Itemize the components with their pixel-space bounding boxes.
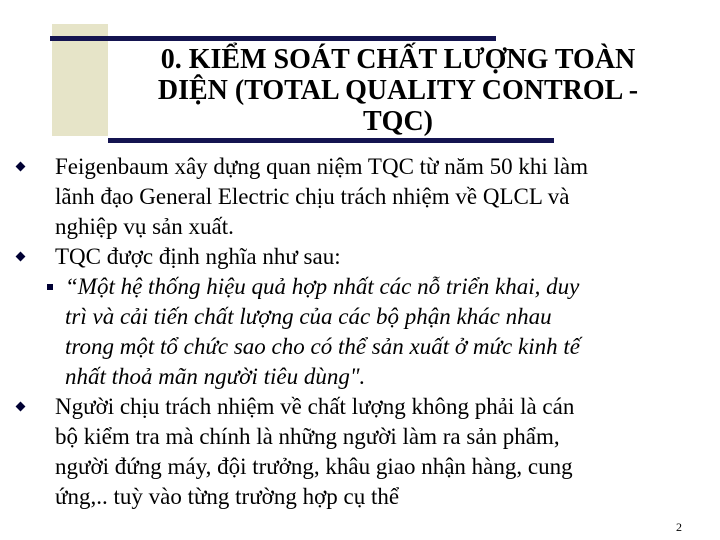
- bullet-text: lãnh đạo General Electric chịu trách nhiệm về QLCL và: [55, 184, 570, 209]
- title-line: TQC): [363, 106, 433, 137]
- slide-content: [0, 152, 720, 512]
- decorative-line-top: [50, 36, 496, 41]
- bullet-item: [0, 152, 695, 242]
- bullet-text: trì và cải tiến chất lượng của các bộ phận khác nhau: [65, 304, 552, 329]
- bullet-text: trong một tổ chức sao cho có thể sản xuất ở mức kinh tế: [65, 334, 580, 359]
- bullet-text: nghiệp vụ sản xuất.: [55, 214, 234, 239]
- bullet-text: người đứng máy, đội trưởng, khâu giao nhận hàng, cung: [55, 454, 573, 479]
- bullet-text: bộ kiểm tra mà chính là những người làm ra sản phẩm,: [55, 424, 560, 449]
- bullet-item: [0, 242, 695, 272]
- bullet-text: TQC được định nghĩa như sau:: [55, 244, 341, 269]
- page-number: 2: [676, 520, 682, 534]
- bullet-text: Feigenbaum xây dựng quan niệm TQC từ năm 50 khi làm: [55, 154, 588, 179]
- title-line: DIỆN (TOTAL QUALITY CONTROL -: [157, 75, 639, 106]
- decorative-line-bottom: [108, 138, 554, 143]
- bullet-item: [0, 392, 695, 512]
- bullet-text: ứng,.. tuỳ vào từng trường hợp cụ thể: [55, 484, 400, 509]
- title-line: 0. KIỂM SOÁT CHẤT LƯỢNG TOÀN: [160, 44, 636, 75]
- bullet-text: “Một hệ thống hiệu quả hợp nhất các nỗ triển khai, duy: [65, 274, 580, 299]
- bullet-text: nhất thoả mãn người tiêu dùng".: [65, 364, 366, 389]
- bullet-text: Người chịu trách nhiệm về chất lượng không phải là cán: [55, 394, 575, 419]
- sub-bullet-item: [0, 272, 695, 392]
- slide-title: [108, 44, 688, 137]
